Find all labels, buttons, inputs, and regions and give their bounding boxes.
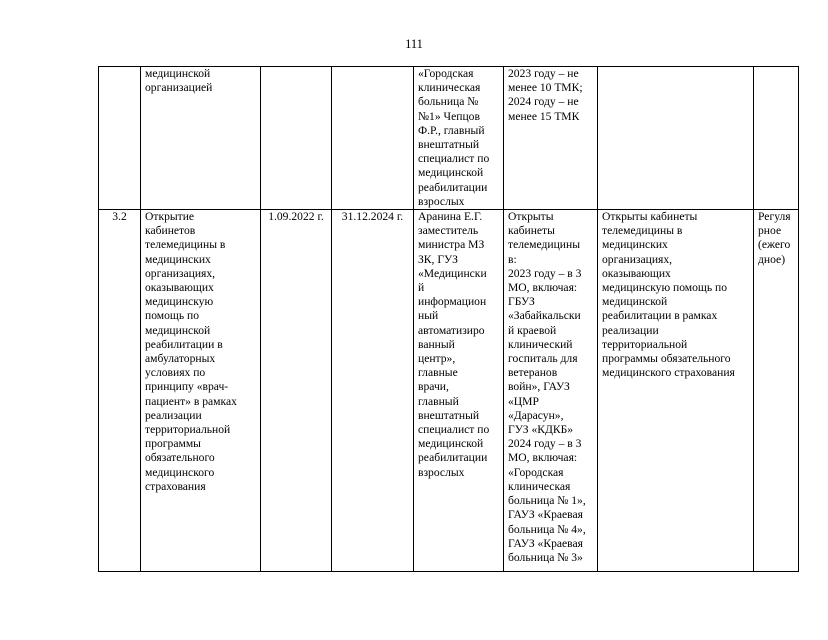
cell-end-date <box>332 67 414 210</box>
cell-measure: Открытие кабинетов телемедицины в медицинских организациях, оказывающих медицинскую помощь по медицинской реабилитации в амбулаторных условиях по принципу «врач- пациент» в рамках реализации территориальной программы обязательного медицинского страхования <box>141 210 261 572</box>
table-row <box>99 67 799 210</box>
cell-start-date <box>261 67 332 210</box>
cell-responsible: «Городская клиническая больница № №1» Чепцов Ф.Р., главный внештатный специалист по медицинской реабилитации взрослых <box>414 67 504 210</box>
cell-frequency <box>754 67 799 210</box>
table-row <box>99 210 799 572</box>
cell-measure: медицинской организацией <box>141 67 261 210</box>
cell-number: 3.2 <box>99 210 141 572</box>
cell-result: 2023 году – не менее 10 ТМК; 2024 году – не менее 15 ТМК <box>504 67 598 210</box>
cell-indicator: Открыты кабинеты телемедицины в медицинских организациях, оказывающих медицинскую помощь по медицинской реабилитации в рамках реализации территориальной программы обязательного медицинского страхования <box>598 210 754 572</box>
page-number: 111 <box>405 37 423 51</box>
cell-responsible: Аранина Е.Г. заместитель министра МЗ ЗК, ГУЗ «Медицински й информацион ный автоматизиро ванный центр», главные врачи, главный внештатный специалист по медицинской реабилитации взрослых <box>414 210 504 572</box>
cell-indicator <box>598 67 754 210</box>
cell-start-date: 1.09.2022 г. <box>261 210 332 572</box>
cell-result: Открыты кабинеты телемедицины в: 2023 году – в 3 МО, включая: ГБУЗ «Забайкальски й краевой клинический госпиталь для ветеранов войн», ГАУЗ «ЦМР «Дарасун», ГУЗ «КДКБ» 2024 году – в 3 МО, включая: «Городская клиническая больница № 1», ГАУЗ «Краевая больница № 4», ГАУЗ «Краевая больница № 3» <box>504 210 598 572</box>
cell-end-date: 31.12.2024 г. <box>332 210 414 572</box>
measures-table <box>98 66 799 572</box>
cell-frequency: Регуля рное (ежего дное) <box>754 210 799 572</box>
cell-number <box>99 67 141 210</box>
